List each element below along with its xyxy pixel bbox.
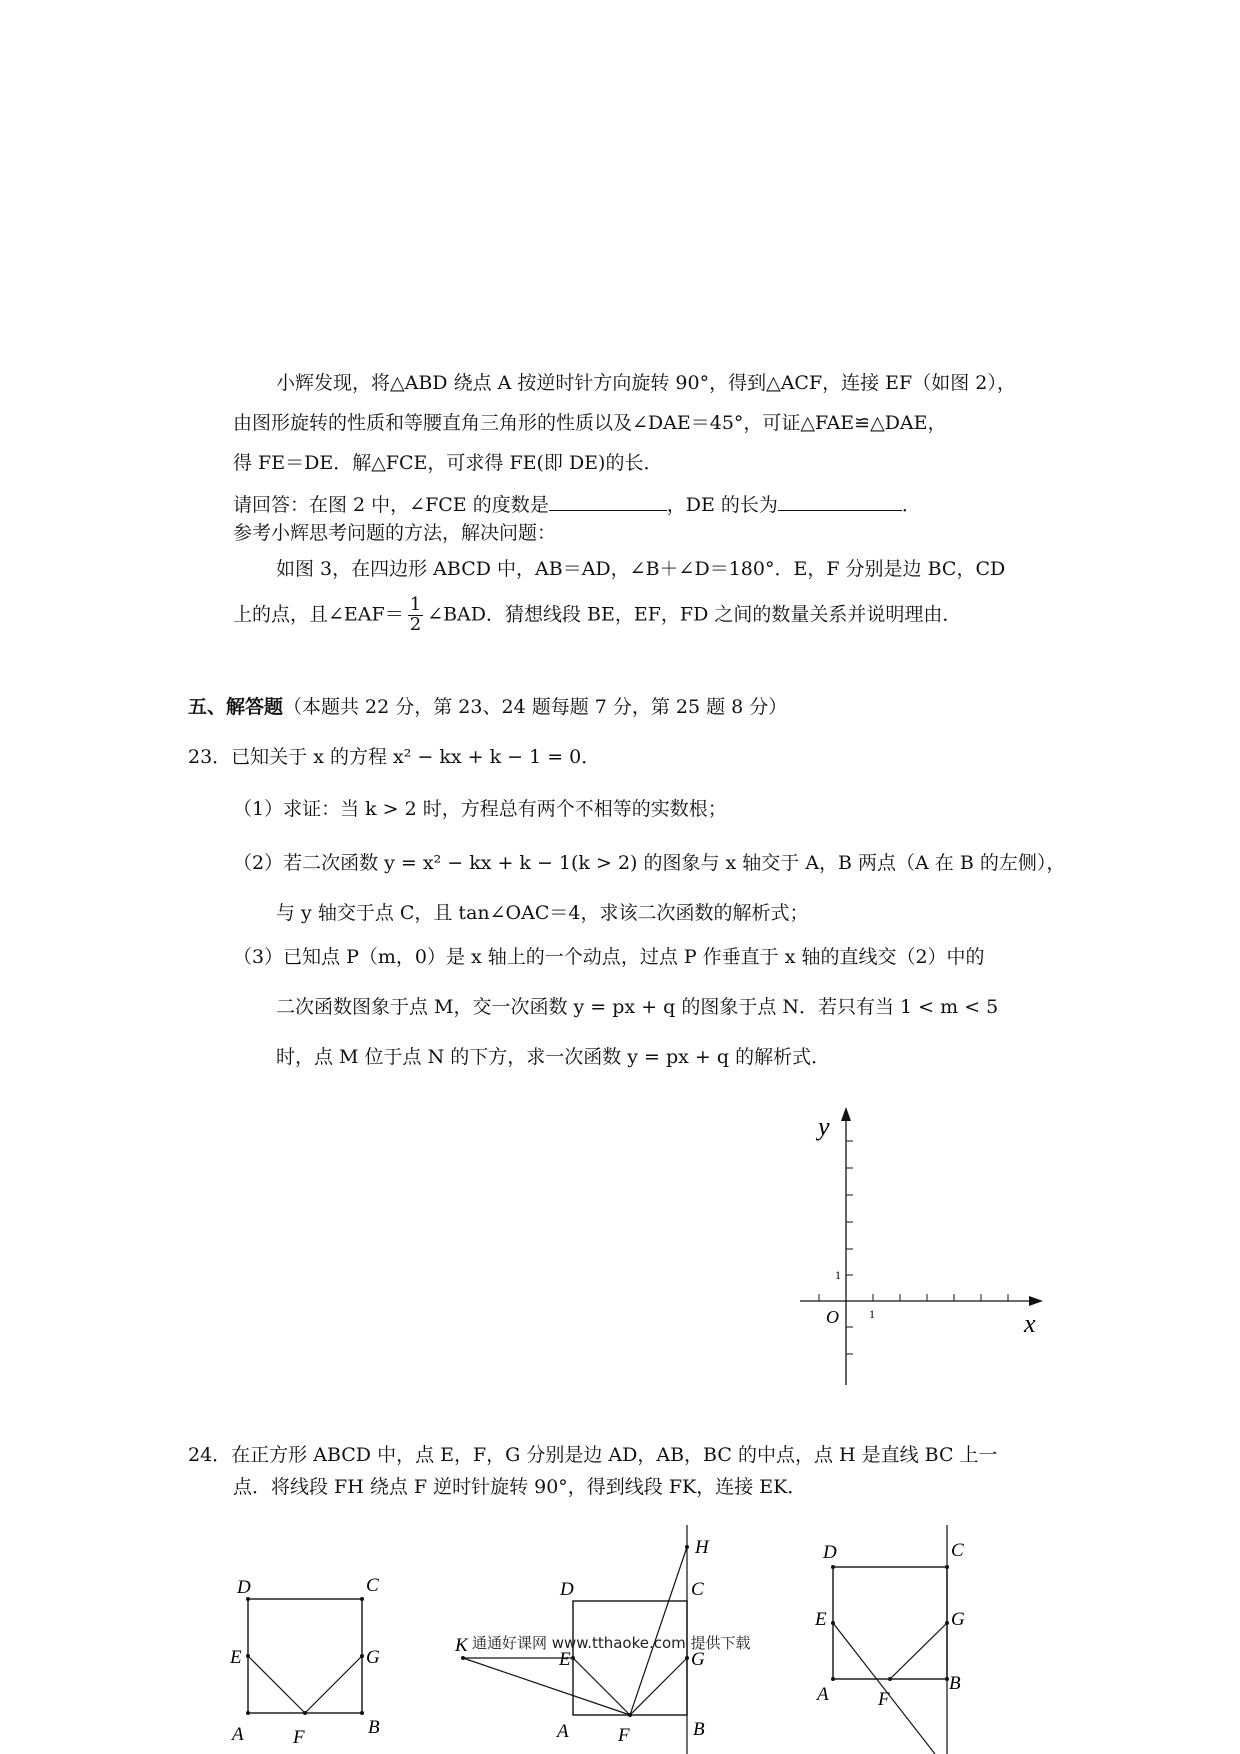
fig3-text-a: 上的点，且∠EAF＝ <box>233 603 404 626</box>
label-a: A <box>232 1724 244 1745</box>
paragraph-line: 如图 3，在四边形 ABCD 中，AB＝AD，∠B＋∠D＝180°．E，F 分别是边 BC，CD <box>276 558 1006 580</box>
section-note: （本题共 22 分，第 23、24 题每题 7 分，第 25 题 8 分） <box>283 696 788 718</box>
segment-gf <box>890 1623 947 1679</box>
label-e: E <box>815 1609 827 1630</box>
label-c: C <box>366 1575 379 1596</box>
label-g: G <box>691 1649 705 1670</box>
q23-stem: 23．已知关于 x 的方程 x² − kx + k − 1 = 0． <box>188 746 601 768</box>
figure-1 <box>220 1565 400 1754</box>
label-d: D <box>237 1577 251 1598</box>
square-abcd <box>833 1567 947 1679</box>
label-a: A <box>817 1684 829 1705</box>
question-prefix: 请回答：在图 2 中，∠FCE 的度数是 <box>233 494 549 516</box>
x-unit-label: 1 <box>869 1307 875 1321</box>
label-f: F <box>878 1689 890 1710</box>
q24-line2: 点．将线段 FH 绕点 F 逆时针旋转 90°，得到线段 FK，连接 EK． <box>233 1476 807 1498</box>
square-abcd <box>573 1601 687 1715</box>
section-heading <box>188 696 787 719</box>
square-abcd <box>248 1599 362 1713</box>
fig3-text-b: ∠BAD．猜想线段 BE，EF，FD 之间的数量关系并说明理由． <box>427 603 962 626</box>
q23-part2-line2: 与 y 轴交于点 C，且 tan∠OAC＝4，求该二次函数的解析式； <box>276 902 809 924</box>
section-title: 五、解答题 <box>188 696 284 718</box>
watermark: 通通好课网 www.tthaoke.com 提供下载 <box>472 1634 751 1652</box>
label-e: E <box>230 1647 242 1668</box>
label-g: G <box>366 1647 380 1668</box>
label-k: K <box>455 1635 468 1656</box>
segment-ef <box>248 1656 305 1713</box>
question-mid: ，DE 的长为 <box>666 494 778 516</box>
segment-ef <box>573 1658 630 1715</box>
x-axis-arrow <box>1029 1296 1043 1306</box>
fraction-half <box>408 596 423 635</box>
q24-line1: 24．在正方形 ABCD 中，点 E，F，G 分别是边 AD，AB，BC 的中点，点 H 是直线 BC 上一 <box>188 1444 998 1466</box>
label-b: B <box>949 1673 961 1694</box>
segment-fh <box>630 1547 687 1715</box>
label-c: C <box>951 1540 964 1561</box>
paragraph-line-with-fraction <box>233 596 961 635</box>
y-axis-label: y <box>818 1112 830 1141</box>
fraction-numerator: 1 <box>409 594 422 615</box>
label-f: F <box>293 1727 305 1748</box>
segment-gf <box>305 1656 362 1713</box>
fraction-denominator: 2 <box>409 613 422 635</box>
origin-label: O <box>826 1307 839 1327</box>
y-unit-label: 1 <box>835 1268 841 1282</box>
coordinate-graph <box>780 1105 1060 1390</box>
y-axis-arrow <box>841 1107 851 1121</box>
answer-blank-length[interactable] <box>778 492 902 511</box>
paragraph-line: 得 FE＝DE．解△FCE，可求得 FE(即 DE)的长． <box>233 452 663 474</box>
paragraph-line: 小辉发现，将△ABD 绕点 A 按逆时针方向旋转 90°，得到△ACF，连接 EF（如图 2）， <box>276 372 1016 394</box>
label-g: G <box>951 1609 965 1630</box>
label-c: C <box>691 1579 704 1600</box>
reference-line: 参考小辉思考问题的方法，解决问题： <box>233 522 557 544</box>
q23-part3-line1: （3）已知点 P（m，0）是 x 轴上的一个动点，过点 P 作垂直于 x 轴的直线交（2）中的 <box>233 946 985 968</box>
figure-3 <box>815 1525 975 1754</box>
paragraph-line: 由图形旋转的性质和等腰直角三角形的性质以及∠DAE＝45°，可证△FAE≌△DAE， <box>233 412 947 434</box>
segment-gf <box>630 1658 687 1715</box>
label-h: H <box>695 1537 709 1558</box>
label-f: F <box>618 1725 630 1746</box>
q23-part2-line1: （2）若二次函数 y = x² − kx + k − 1(k > 2) 的图象与 x 轴交于 A，B 两点（A 在 B 的左侧）， <box>233 852 1066 874</box>
label-e: E <box>559 1649 571 1670</box>
q23-part1: （1）求证：当 k > 2 时，方程总有两个不相等的实数根； <box>233 798 727 820</box>
question-end: ． <box>901 494 921 516</box>
label-a: A <box>557 1721 569 1742</box>
label-d: D <box>823 1542 837 1563</box>
answer-blank-angle[interactable] <box>549 492 667 511</box>
label-b: B <box>368 1717 380 1738</box>
question-line <box>233 492 921 517</box>
label-b: B <box>693 1719 705 1740</box>
label-d: D <box>560 1579 574 1600</box>
q23-part3-line2: 二次函数图象于点 M，交一次函数 y = px + q 的图象于点 N．若只有当 1 < m < 5 <box>276 996 999 1018</box>
segment-fk <box>463 1658 630 1715</box>
x-axis-label: x <box>1024 1309 1036 1338</box>
q23-part3-line3: 时，点 M 位于点 N 的下方，求一次函数 y = px + q 的解析式． <box>276 1046 831 1068</box>
